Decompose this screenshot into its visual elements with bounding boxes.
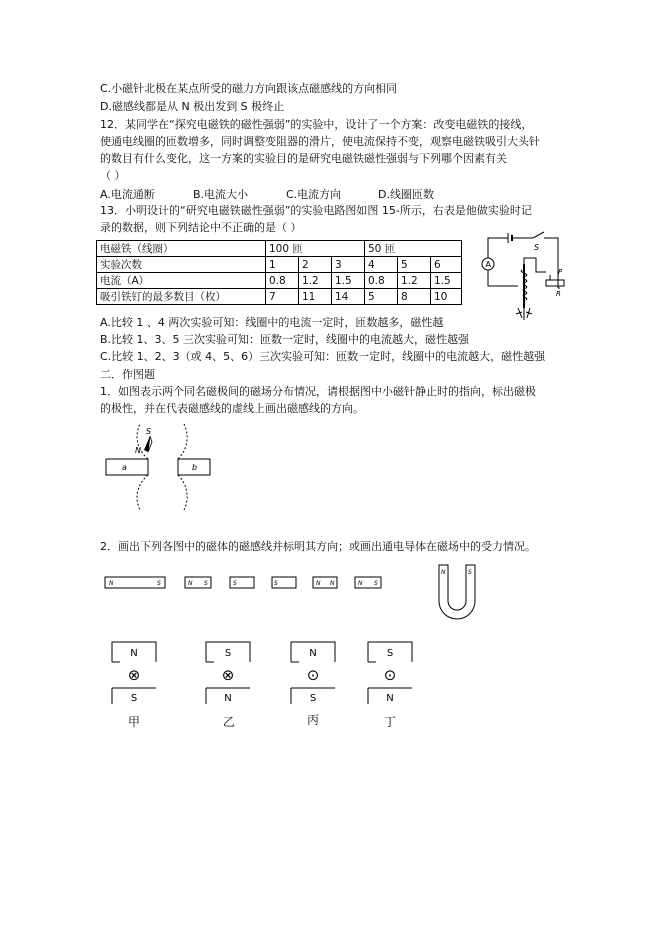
conductor-cell-ding — [366, 640, 414, 704]
bar3-left-pole: S — [233, 580, 237, 587]
cell-yi-label: 乙 — [223, 715, 236, 729]
table-cell: 1.2 — [299, 273, 332, 289]
cell-ding-label: 丁 — [384, 715, 397, 729]
cell-jia-top-pole: N — [130, 648, 138, 659]
table-cell: 50 匝 — [365, 241, 462, 257]
needle-s-label: S — [146, 427, 152, 436]
table-cell: 4 — [365, 257, 398, 273]
table-cell: 2 — [299, 257, 332, 273]
cell-bing-label: 丙 — [307, 713, 320, 727]
cell-bing-bottom-pole: S — [309, 693, 317, 704]
cell-jia-current-symbol: ⊗ — [127, 666, 141, 684]
table-row — [97, 273, 462, 289]
table-row — [97, 241, 462, 257]
needle-n-label: N — [135, 446, 141, 455]
q13-option-c: C.比较 1、2、3（或 4、5、6）三次实验可知：匝数一定时，线圈中的电流越大，磁性越强 — [100, 350, 546, 363]
table-cell: 1.5 — [332, 273, 365, 289]
magnet-b-label: b — [192, 463, 198, 472]
table-cell: 8 — [398, 289, 431, 305]
bar2-right-pole: S — [204, 580, 208, 587]
table-cell: 100 匝 — [266, 241, 365, 257]
cell-ding-top-pole: S — [386, 648, 394, 659]
drawing-q1-line-1: 1．如图表示两个同名磁极间的磁场分布情况，请根据图中小磁针静止时的指向，标出磁极 — [100, 385, 536, 398]
cell-bing-current-symbol: ⊙ — [306, 666, 320, 684]
cell-yi-top-pole: S — [224, 648, 232, 659]
conductor-cell-yi — [204, 640, 252, 704]
table-cell: 11 — [299, 289, 332, 305]
q13-option-b: B.比较 1、3、5 三次实验可知：匝数一定时，线圈中的电流越大，磁性越强 — [100, 333, 470, 346]
q12-option-a: A.电流通断 — [100, 188, 155, 201]
table-cell: 5 — [365, 289, 398, 305]
u-magnet — [436, 563, 478, 621]
bar5-left-pole: N — [358, 580, 363, 587]
q12-option-d: D.线圈匝数 — [378, 188, 434, 201]
table-cell: 14 — [332, 289, 365, 305]
question-13-line-1: 13．小明设计的“研究电磁铁磁性强弱”的实验电路图如图 15-所示，右表是他做实验时记 — [100, 204, 532, 217]
bar-magnets-row — [100, 570, 420, 596]
bar1-right-pole: S — [157, 580, 161, 587]
section-2-heading: 二．作图题 — [100, 368, 155, 381]
question-12-line-1: 12．某同学在“探究电磁铁的磁性强弱”的实验中，设计了一个方案：改变电磁铁的接线， — [100, 118, 533, 131]
table-row — [97, 289, 462, 305]
option-c-text: C.小磁针北极在某点所受的磁力方向跟该点磁感线的方向相同 — [100, 82, 398, 95]
cell-ding-current-symbol: ⊙ — [383, 666, 397, 684]
u-magnet-left-pole: N — [441, 569, 446, 576]
cell-jia-label: 甲 — [128, 715, 141, 729]
table-cell: 1.2 — [398, 273, 431, 289]
q13-option-a: A.比较 1 、4 两次实验可知：线圈中的电流一定时，匝数越多，磁性越 — [100, 316, 444, 329]
switch-label: S — [534, 243, 540, 252]
table-cell: 1.5 — [431, 273, 462, 289]
question-12-bracket: （ ） — [100, 169, 126, 182]
table-row — [97, 257, 462, 273]
slider-label: P — [558, 268, 563, 276]
question-12-line-3: 的数目有什么变化，这一方案的实验目的是研究电磁铁磁性强弱与下列哪个因素有关 — [100, 152, 507, 165]
bar4-left-pole: N — [316, 580, 321, 587]
experiment-table — [96, 240, 462, 305]
cell-bing-top-pole: N — [309, 648, 317, 659]
conductor-cell-jia — [110, 640, 158, 704]
cell-yi-current-symbol: ⊗ — [221, 666, 235, 684]
table-cell: 0.8 — [365, 273, 398, 289]
table-cell: 实验次数 — [97, 257, 266, 273]
table-cell: 吸引铁钉的最多数目（枚） — [97, 289, 266, 305]
table-cell: 0.8 — [266, 273, 299, 289]
table-cell: 6 — [431, 257, 462, 273]
magnet-field-figure — [104, 422, 214, 512]
rheostat-label: R — [556, 290, 561, 298]
table-cell: 电流（A） — [97, 273, 266, 289]
magnet-a-label: a — [122, 463, 127, 472]
cell-ding-bottom-pole: N — [386, 693, 394, 704]
ammeter-label: A — [485, 260, 491, 269]
table-cell: 3 — [332, 257, 365, 273]
question-12-line-2: 使通电线圈的匝数增多，同时调整变阻器的滑片，使电流保持不变，观察电磁铁吸引大头针 — [100, 135, 540, 148]
bar2-left-pole: N — [188, 580, 193, 587]
table-cell: 5 — [398, 257, 431, 273]
drawing-q2-text: 2．画出下列各图中的磁体的磁感线并标明其方向；或画出通电导体在磁场中的受力情况。 — [100, 540, 536, 553]
option-d-text: D.磁感线都是从 N 极出发到 S 极终止 — [100, 100, 285, 113]
table-cell: 10 — [431, 289, 462, 305]
table-cell: 7 — [266, 289, 299, 305]
bar4-right-pole: N — [330, 580, 335, 587]
cell-yi-bottom-pole: N — [224, 693, 232, 704]
bar3-right-pole: S — [274, 580, 278, 587]
conductor-cell-bing — [289, 640, 337, 704]
bar1-left-pole: N — [109, 580, 114, 587]
table-cell: 电磁铁（线圈） — [97, 241, 266, 257]
drawing-q1-line-2: 的极性，并在代表磁感线的虚线上画出磁感线的方向。 — [100, 402, 364, 415]
cell-jia-bottom-pole: S — [130, 693, 138, 704]
q12-option-c: C.电流方向 — [286, 188, 342, 201]
u-magnet-right-pole: S — [468, 569, 472, 576]
q12-option-b: B.电流大小 — [193, 188, 249, 201]
circuit-diagram — [478, 228, 568, 328]
bar5-right-pole: S — [374, 580, 378, 587]
question-13-line-2: 录的数据，则下列结论中不正确的是（ ） — [100, 221, 302, 234]
table-cell: 1 — [266, 257, 299, 273]
